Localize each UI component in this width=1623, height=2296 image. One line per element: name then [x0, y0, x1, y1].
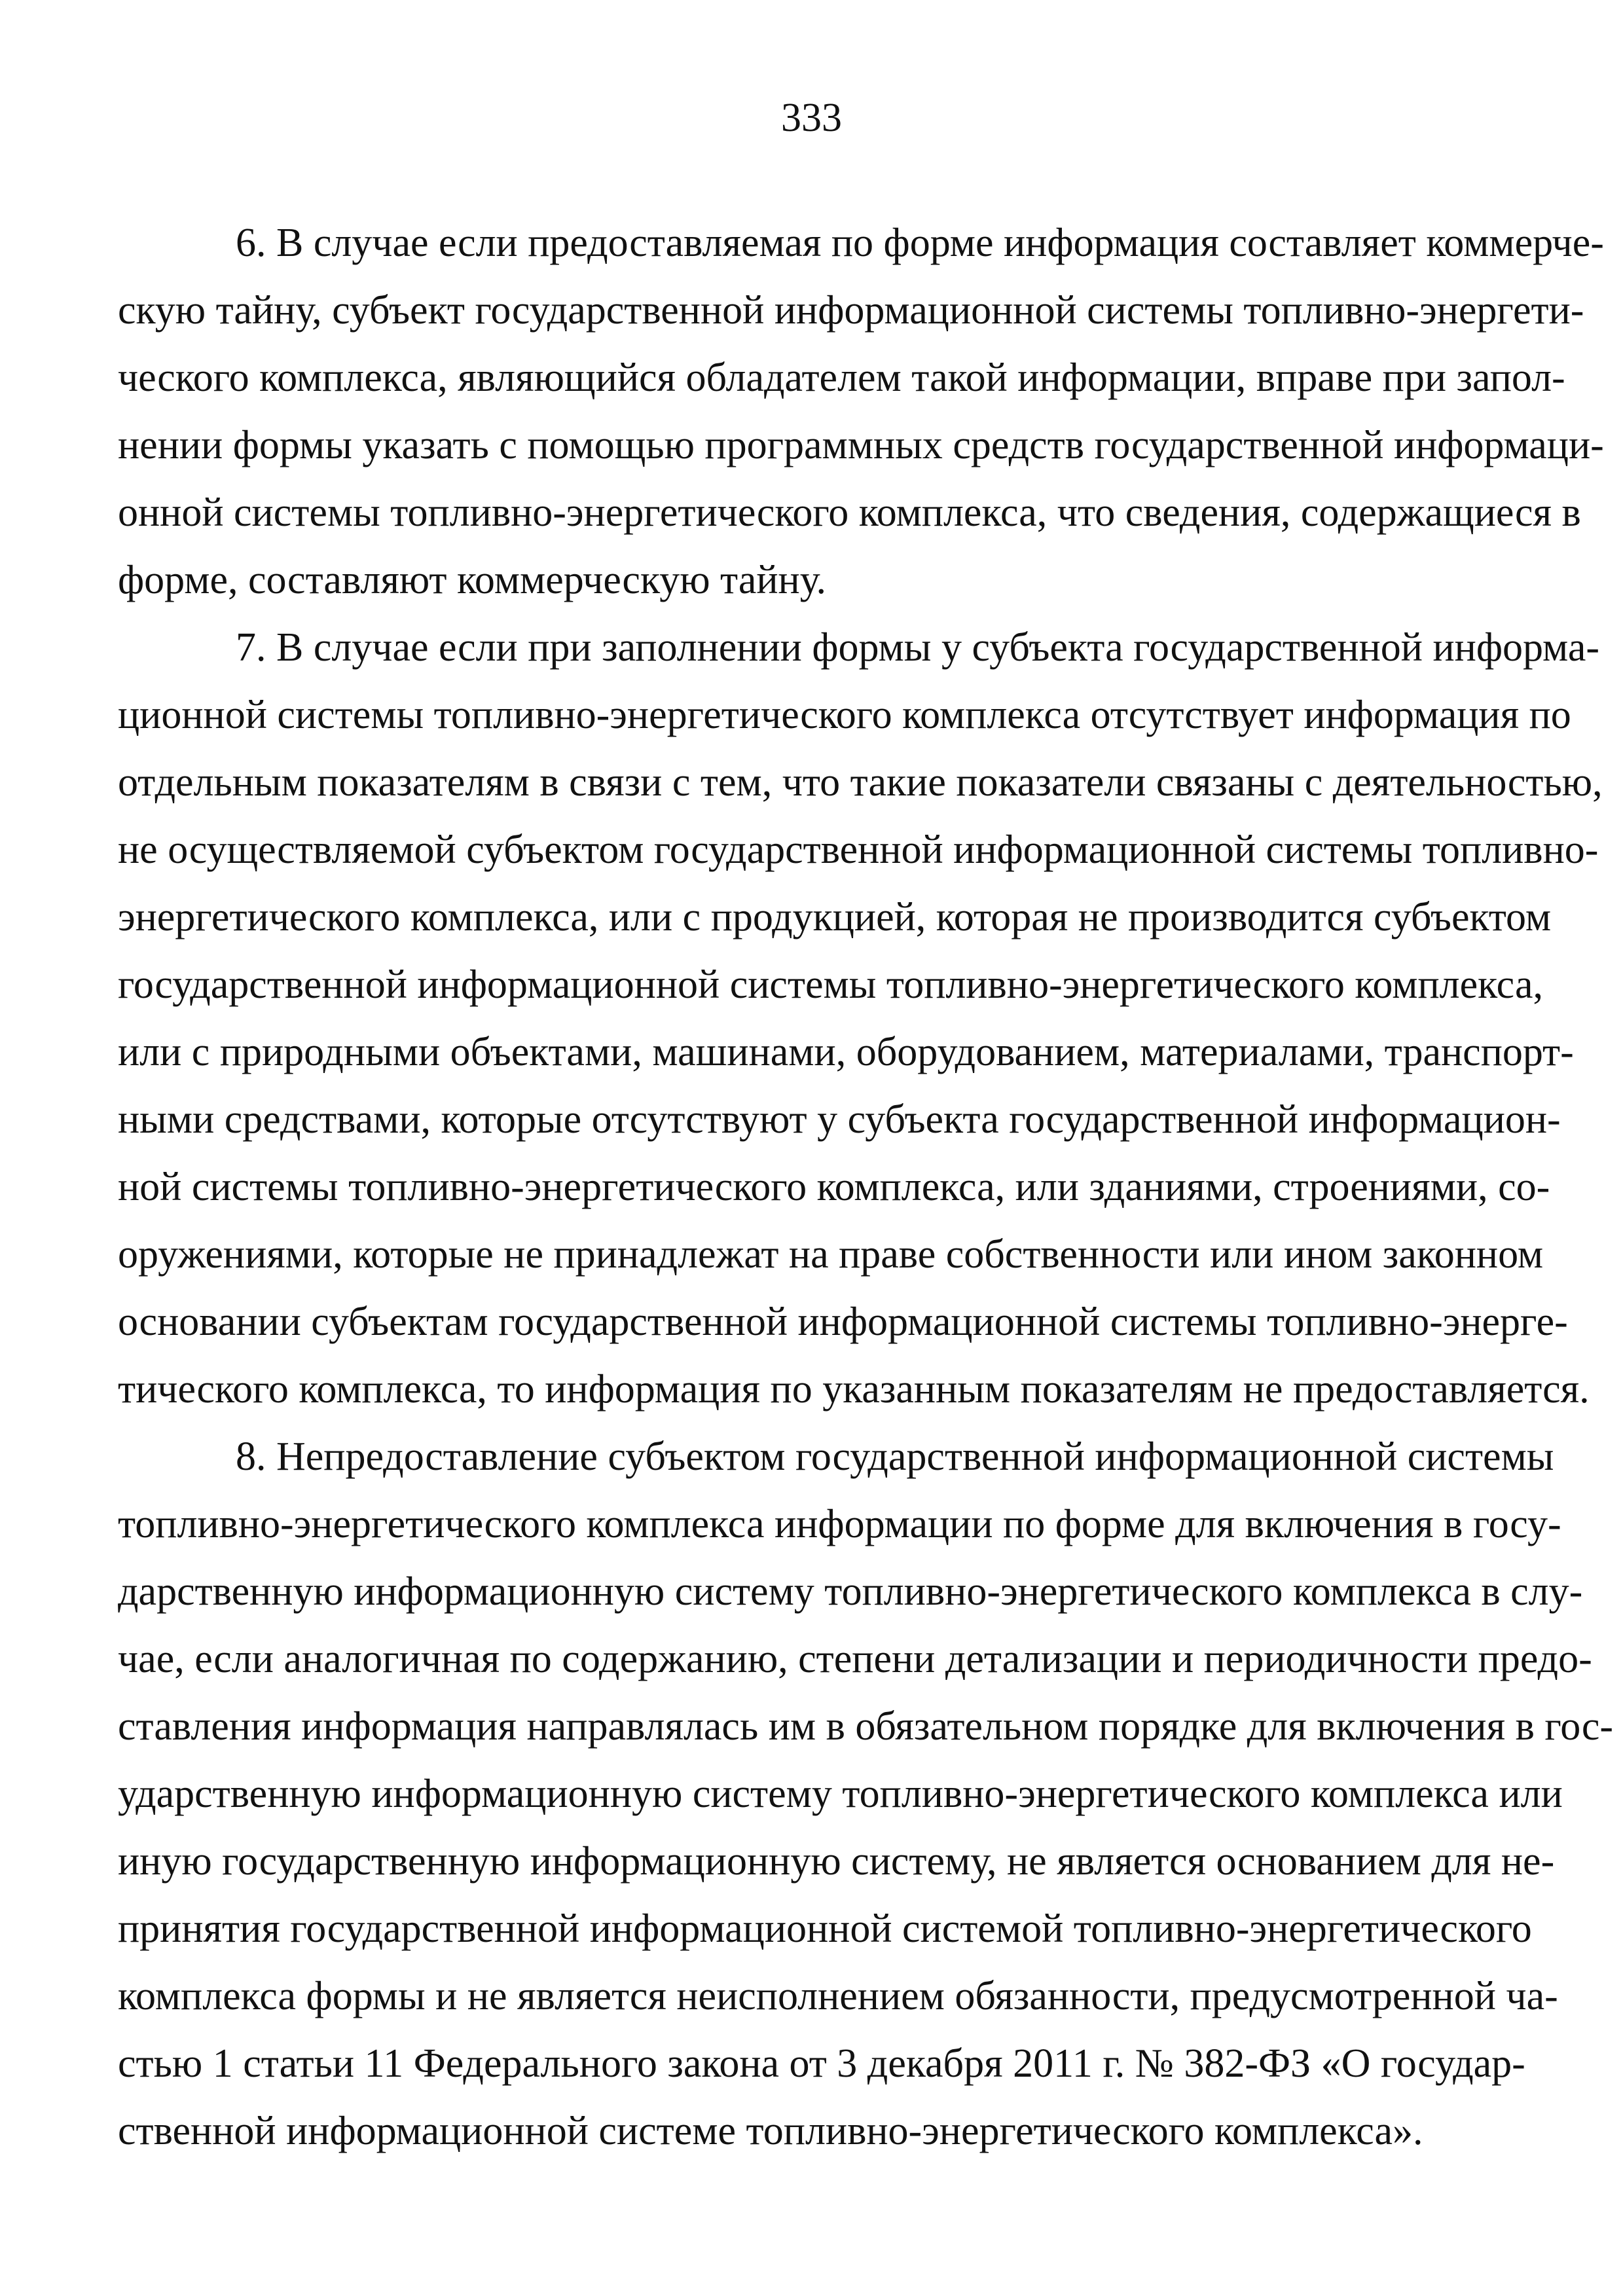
text-line: 7. В случае если при заполнении формы у субъекта государственной информа-: [236, 625, 1600, 670]
text-line: нении формы указать с помощью программных средств государственной информаци-: [118, 423, 1604, 467]
text-line: комплекса формы и не является неисполнением обязанности, предусмотренной ча-: [118, 1974, 1558, 2018]
text-line: стью 1 статьи 11 Федерального закона от 3 декабря 2011 г. № 382-ФЗ «О государ-: [118, 2041, 1525, 2086]
text-line: форме, составляют коммерческую тайну.: [118, 558, 827, 602]
text-line: топливно-энергетического комплекса информации по форме для включения в госу-: [118, 1502, 1561, 1546]
text-line: оружениями, которые не принадлежат на праве собственности или ином законном: [118, 1232, 1544, 1277]
text-line: не осуществляемой субъектом государственной информационной системы топливно-: [118, 828, 1599, 872]
text-line: 8. Непредоставление субъектом государственной информационной системы: [236, 1434, 1554, 1479]
text-line: чае, если аналогичная по содержанию, степени детализации и периодичности предо-: [118, 1637, 1592, 1681]
text-line: ческого комплекса, являющийся обладателем такой информации, вправе при запол-: [118, 355, 1565, 400]
page-number: 333: [781, 96, 842, 140]
text-line: ставления информация направлялась им в обязательном порядке для включения в гос-: [118, 1704, 1613, 1749]
document-body: [118, 210, 1613, 2165]
text-line: ударственную информационную систему топливно-энергетического комплекса или: [118, 1772, 1563, 1816]
text-line: отдельным показателям в связи с тем, что такие показатели связаны с деятельностью,: [118, 760, 1603, 805]
text-line: скую тайну, субъект государственной информационной системы топливно-энергети-: [118, 288, 1584, 333]
text-line: ственной информационной системе топливно-энергетического комплекса».: [118, 2109, 1423, 2153]
text-line: иную государственную информационную систему, не является основанием для не-: [118, 1839, 1555, 1884]
text-line: дарственную информационную систему топливно-энергетического комплекса в слу-: [118, 1569, 1583, 1614]
text-line: или с природными объектами, машинами, оборудованием, материалами, транспорт-: [118, 1030, 1574, 1074]
text-line: ционной системы топливно-энергетического комплекса отсутствует информация по: [118, 693, 1571, 737]
text-line: ной системы топливно-энергетического комплекса, или зданиями, строениями, со-: [118, 1165, 1550, 1209]
text-line: 6. В случае если предоставляемая по форме информация составляет коммерче-: [236, 221, 1604, 265]
text-line: ными средствами, которые отсутствуют у субъекта государственной информацион-: [118, 1097, 1561, 1142]
text-line: принятия государственной информационной системой топливно-энергетического: [118, 1906, 1532, 1951]
text-line: тического комплекса, то информация по указанным показателям не предоставляется.: [118, 1367, 1590, 1412]
text-line: онной системы топливно-энергетического комплекса, что сведения, содержащиеся в: [118, 490, 1581, 535]
text-line: государственной информационной системы топливно-энергетического комплекса,: [118, 962, 1543, 1007]
text-line: основании субъектам государственной информационной системы топливно-энерге-: [118, 1300, 1568, 1344]
text-line: энергетического комплекса, или с продукцией, которая не производится субъектом: [118, 895, 1552, 939]
